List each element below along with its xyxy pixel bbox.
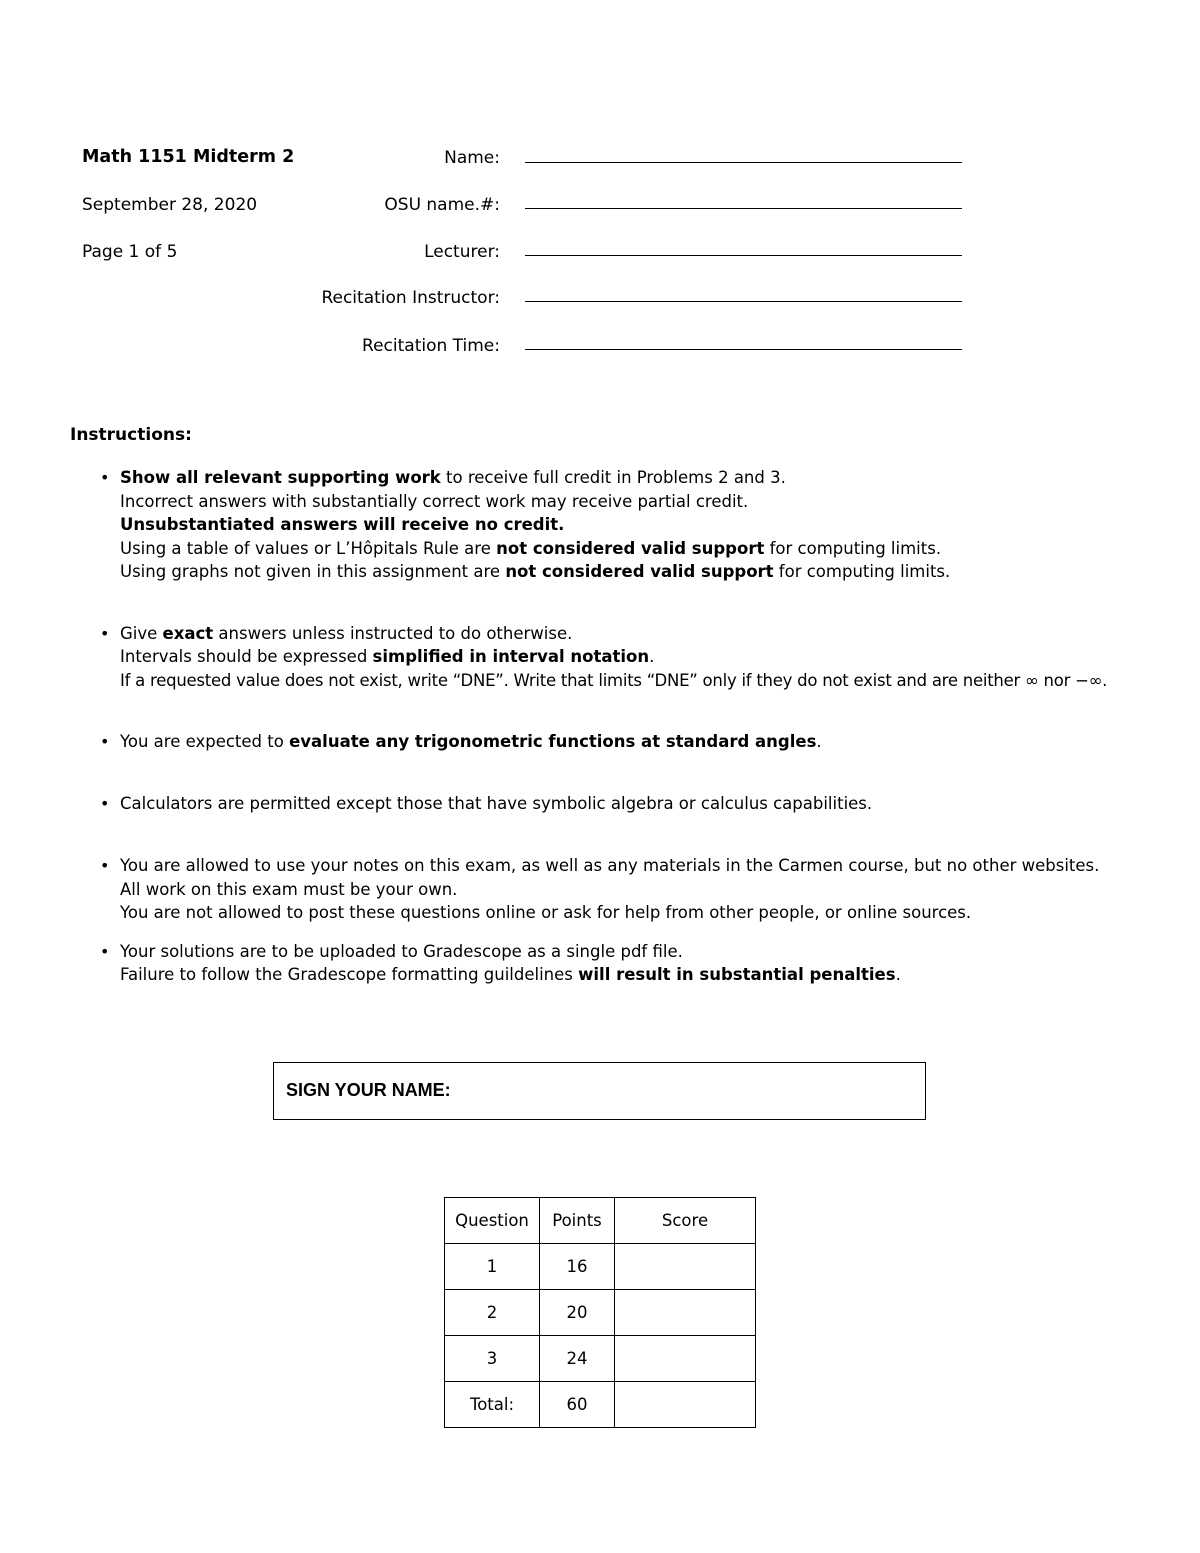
instruction-item (100, 730, 1180, 754)
instruction-line (120, 730, 1180, 754)
instruction-line: You are not allowed to post these questions online or ask for help from other people, or online sources. (120, 903, 972, 922)
page-number: Page 1 of 5 (82, 242, 178, 262)
instruction-line (120, 645, 1180, 669)
table-header-row (445, 1198, 756, 1244)
instructions-list (100, 466, 1180, 987)
instruction-line: • Calculators are permitted except those that have symbolic algebra or calculus capabilities. (120, 793, 873, 813)
instruction-item (100, 854, 1180, 925)
instruction-line (120, 537, 1180, 561)
table-row (445, 1382, 756, 1428)
text: to receive full credit in Problems 2 and 3. (440, 468, 786, 487)
points-cell: 16 (540, 1244, 615, 1290)
text: Using a table of values or L’Hôpitals Rule are (120, 538, 497, 558)
header-question: Question (445, 1198, 540, 1244)
text: . (649, 647, 655, 666)
lecturer-label: Lecturer: (424, 242, 500, 262)
instruction-item (100, 940, 1180, 987)
bold-text: evaluate any trigonometric functions at standard angles (289, 732, 817, 751)
text: Give (120, 623, 163, 643)
osu-name-line (525, 208, 962, 209)
signature-box[interactable] (273, 1062, 926, 1120)
bold-text: not considered valid support (505, 562, 774, 581)
text: . (816, 732, 822, 751)
question-cell: 2 (445, 1290, 540, 1336)
recitation-time-line (525, 349, 962, 350)
score-cell[interactable] (615, 1290, 756, 1336)
instruction-item (100, 792, 1180, 816)
score-table (444, 1197, 756, 1428)
instruction-line: • Your solutions are to be uploaded to Gradescope as a single pdf file. (120, 941, 683, 961)
text: for computing limits. (773, 562, 951, 581)
instruction-line: All work on this exam must be your own. (120, 879, 458, 899)
name-line (525, 162, 962, 163)
bold-text: Show all relevant supporting work (120, 468, 441, 487)
bold-text: not considered valid support (496, 538, 765, 558)
lecturer-line (525, 255, 962, 256)
exam-title: Math 1151 Midterm 2 (82, 147, 295, 167)
osu-name-label: OSU name.#: (384, 195, 500, 215)
text: You are expected to (120, 732, 290, 751)
header-points: Points (540, 1198, 615, 1244)
total-score-cell[interactable] (615, 1382, 756, 1428)
total-points-cell: 60 (540, 1382, 615, 1428)
instruction-item (100, 622, 1180, 693)
header-score: Score (615, 1198, 756, 1244)
exam-date: September 28, 2020 (82, 195, 258, 215)
sign-name-label: SIGN YOUR NAME: (286, 1080, 451, 1100)
table-row (445, 1244, 756, 1290)
table-row (445, 1290, 756, 1336)
instructions-heading: Instructions: (70, 425, 192, 445)
recitation-instructor-line (525, 301, 962, 302)
text: . (895, 965, 901, 984)
table-row (445, 1336, 756, 1382)
instruction-line (120, 622, 1180, 646)
bold-text: will result in substantial penalties (578, 965, 896, 984)
recitation-instructor-label: Recitation Instructor: (321, 288, 500, 308)
text: for computing limits. (764, 538, 942, 558)
bold-text: simplified in interval notation (372, 647, 650, 666)
text: Intervals should be expressed (120, 647, 373, 666)
points-cell: 20 (540, 1290, 615, 1336)
text: Using graphs not given in this assignment are (120, 562, 506, 581)
instruction-line: Incorrect answers with substantially correct work may receive partial credit. (120, 491, 749, 511)
question-cell: 1 (445, 1244, 540, 1290)
total-label-cell: Total: (445, 1382, 540, 1428)
instruction-line: If a requested value does not exist, write “DNE”. Write that limits “DNE” only if they do not exist and are neither ∞ nor −∞. (120, 670, 1108, 690)
recitation-time-label: Recitation Time: (362, 336, 500, 356)
text: answers unless instructed to do otherwise. (213, 623, 573, 643)
name-label: Name: (444, 148, 500, 168)
instruction-item (100, 466, 1180, 584)
score-cell[interactable] (615, 1244, 756, 1290)
bold-text: exact (162, 623, 214, 643)
score-cell[interactable] (615, 1336, 756, 1382)
instruction-line (120, 560, 1180, 584)
points-cell: 24 (540, 1336, 615, 1382)
instruction-line: Unsubstantiated answers will receive no credit. (120, 515, 565, 534)
question-cell: 3 (445, 1336, 540, 1382)
instruction-line (120, 466, 1180, 490)
instruction-line (120, 963, 1180, 987)
text: Failure to follow the Gradescope formatting guildelines (120, 965, 579, 984)
instruction-line: • You are allowed to use your notes on this exam, as well as any materials in the Carmen course, but no other websites. (120, 856, 1100, 875)
